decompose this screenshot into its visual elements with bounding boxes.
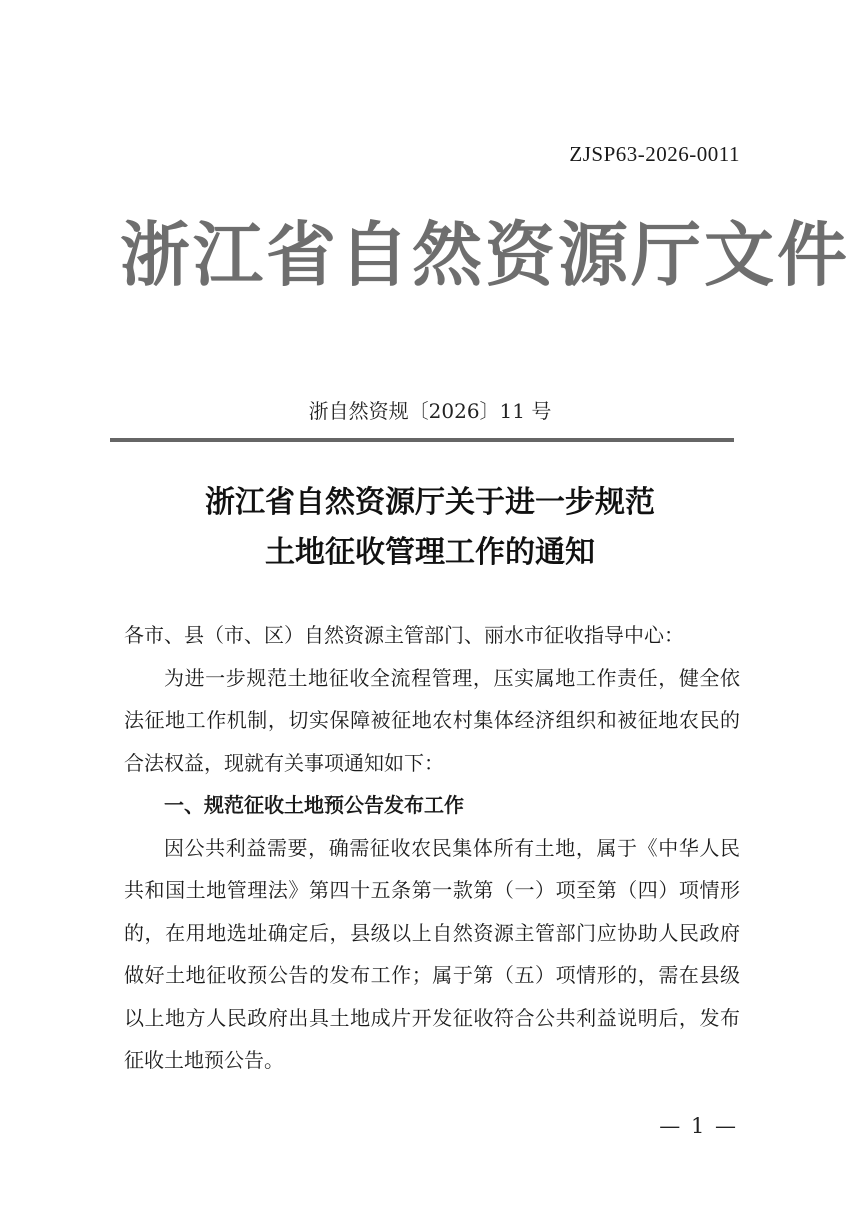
- intro-paragraph: 为进一步规范土地征收全流程管理，压实属地工作责任，健全依法征地工作机制，切实保障被征地农村集体经济组织和被征地农民的合法权益，现就有关事项通知如下：: [124, 665, 740, 775]
- document-title-line-2: 土地征收管理工作的通知: [265, 535, 595, 570]
- document-title-line-1: 浙江省自然资源厅关于进一步规范: [205, 485, 655, 520]
- section-1-paragraph: 因公共利益需要，确需征收农民集体所有土地，属于《中华人民共和国土地管理法》第四十五条第一款第（一）项至第（四）项情形的，在用地选址确定后，县级以上自然资源主管部门应协助人民政府做好土地征收预公告的发布工作；属于第（五）项情形的，需在县级以上地方人民政府出具土地成片开发征收符合公共利益说明后，发布征收土地预公告。: [124, 835, 740, 1072]
- document-body: [124, 614, 740, 1082]
- section-1-heading: 一、规范征收土地预公告发布工作: [164, 793, 464, 817]
- document-code: ZJSP63-2026-0011: [569, 142, 740, 166]
- header-divider: [110, 438, 734, 442]
- issue-number: 浙自然资规〔2026〕11 号: [308, 399, 552, 423]
- page-number: — 1 —: [659, 1114, 738, 1138]
- masthead-title: 浙江省自然资源厅文件: [120, 214, 850, 296]
- document-title: [0, 478, 860, 578]
- salutation: 各市、县（市、区）自然资源主管部门、丽水市征收指导中心：: [124, 623, 684, 647]
